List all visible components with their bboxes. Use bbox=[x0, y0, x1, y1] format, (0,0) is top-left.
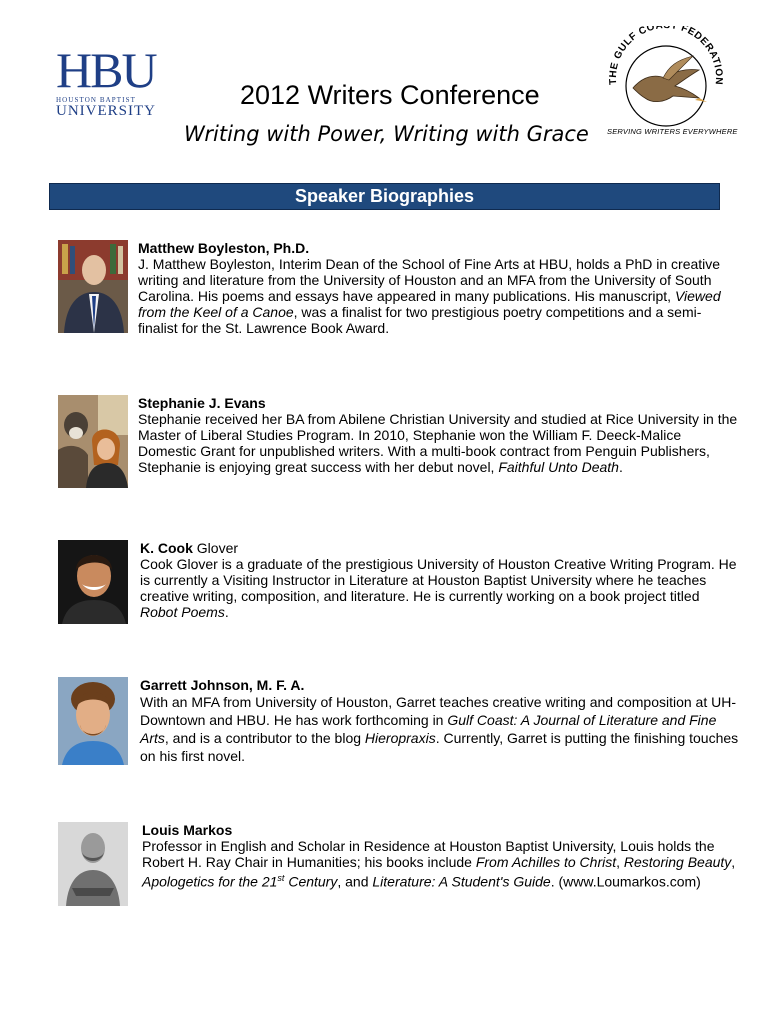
hbu-logo-line2: UNIVERSITY bbox=[56, 103, 156, 119]
hbu-logo-mark: HBU bbox=[56, 42, 156, 98]
speaker-photo bbox=[58, 240, 128, 333]
speaker-bio bbox=[142, 822, 740, 890]
speaker-bio-text: Professor in English and Scholar in Residence at Houston Baptist University, Louis holds the Robert H. Ray Chair in Humanities; his books include From Achilles to Christ, Restoring Beauty, Apologetics for the 21st Century, and Literature: A Student's Guide. (www.Loumarkos.com) bbox=[142, 838, 736, 890]
speaker-name: Louis Markos bbox=[142, 822, 233, 838]
speaker-photo bbox=[58, 395, 128, 488]
hbu-logo bbox=[56, 42, 162, 119]
speaker-bio-text: Cook Glover is a graduate of the prestigious University of Houston Creative Writing Program. He is currently a Visiting Instructor in Literature at Houston Baptist University where he teaches creative writing, composition, and literature. He is currently working on a book project titled Robot Poems. bbox=[140, 556, 737, 620]
speaker-name: K. Cook Glover bbox=[140, 540, 239, 556]
speaker-name: Stephanie J. Evans bbox=[138, 395, 266, 411]
speaker-photo bbox=[58, 822, 128, 906]
speaker-bio-text: Stephanie received her BA from Abilene Christian University and studied at Rice University in the Master of Liberal Studies Program. In 2010, Stephanie won the William F. Deeck-Malice Domestic Grant for unpublished writers. With a multi-book contract from Penguin Publishers, Stephanie is enjoying great success with her debut novel, Faithful Unto Death. bbox=[138, 411, 738, 475]
conference-subtitle: Writing with Power, Writing with Grace bbox=[184, 122, 589, 146]
speaker-bio bbox=[138, 240, 738, 336]
speaker-photo bbox=[58, 677, 128, 765]
speaker-bio-text: J. Matthew Boyleston, Interim Dean of the School of Fine Arts at HBU, holds a PhD in creative writing and literature from the University of Houston and an MFA from the University of South Carolina. His poems and essays have appeared in many publications. His manuscript, Viewed from the Keel of a Canoe, was a finalist for two prestigious poetry competitions and a semi-finalist for the St. Lawrence Book Award. bbox=[138, 256, 721, 336]
conference-title: 2012 Writers Conference bbox=[240, 80, 540, 110]
speaker-bio-text: With an MFA from University of Houston, Garret teaches creative writing and composition at UH-Downtown and HBU. He has work forthcoming in Gulf Coast: A Journal of Literature and Fine Arts, and is a contributor to the blog Hieropraxis. Currently, Garret is putting the finishing touches on his first novel. bbox=[140, 694, 739, 764]
speaker-name: Matthew Boyleston, Ph.D. bbox=[138, 240, 310, 256]
gcfw-tagline: SERVING WRITERS EVERYWHERE bbox=[607, 127, 738, 136]
speaker-name: Garrett Johnson, M. F. A. bbox=[140, 677, 305, 693]
hbu-logo-line1: HOUSTON BAPTIST bbox=[56, 96, 136, 104]
speaker-photo bbox=[58, 540, 128, 624]
gulf-coast-federation-logo bbox=[603, 26, 729, 140]
speaker-bio bbox=[140, 677, 740, 765]
section-banner: Speaker Biographies bbox=[49, 183, 720, 210]
speaker-bio bbox=[138, 395, 738, 475]
gcfw-ring-text: THE GULF CO T FEDERATION bbox=[607, 26, 725, 86]
speaker-bio bbox=[140, 540, 740, 620]
